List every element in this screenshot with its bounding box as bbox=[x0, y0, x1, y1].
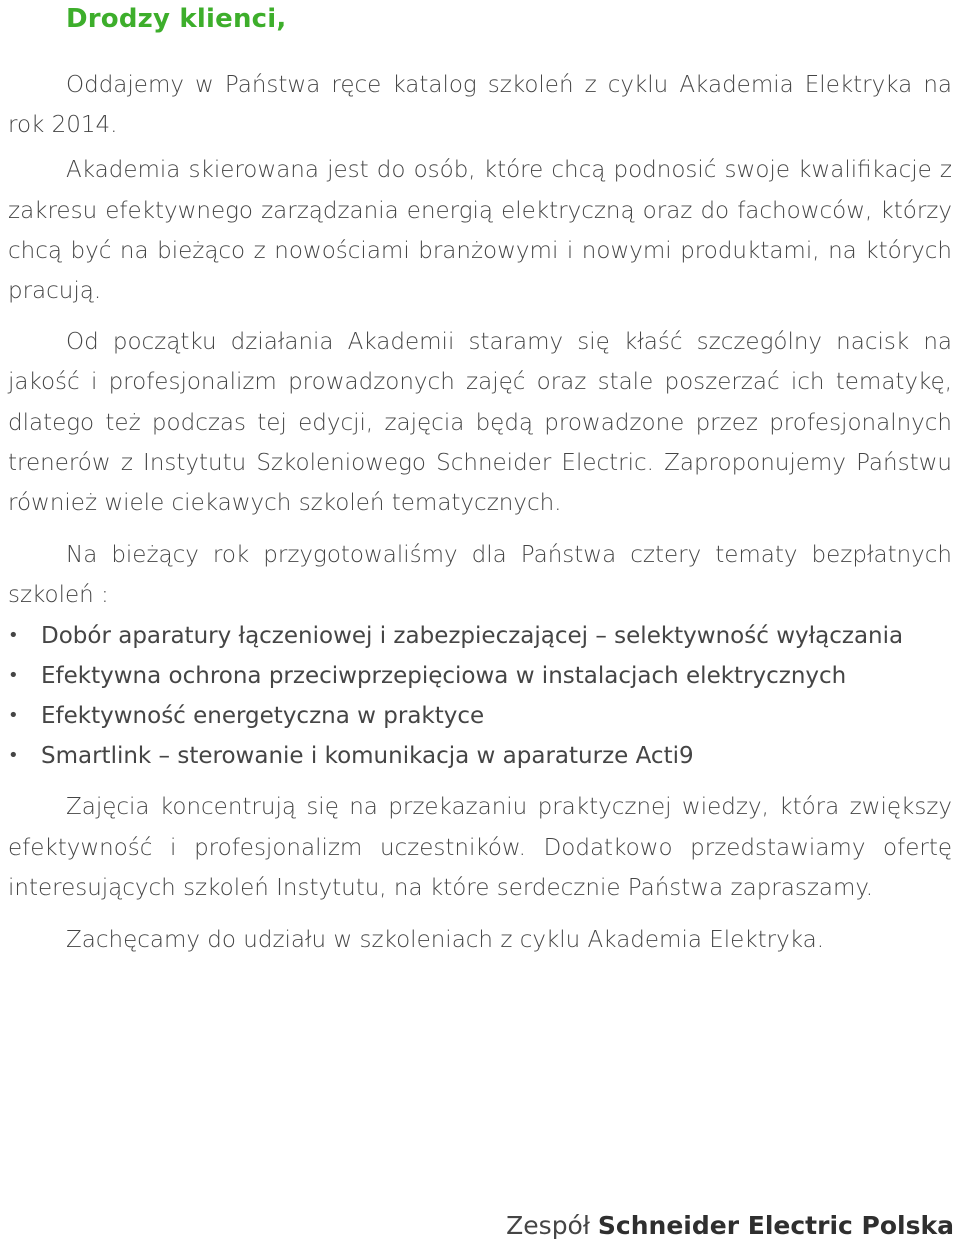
signature bbox=[506, 1208, 954, 1244]
topic-text: Smartlink – sterowanie i komunikacja w aparaturze Acti9 bbox=[41, 743, 694, 770]
audience-paragraph: Akademia skierowana jest do osób, które chcą podnosić swoje kwalifikacje z zakresu efektywnego zarządzania energią elektryczną oraz do fachowców, którzy chcą być na bieżąco z nowościami branżowymi i nowymi produktami, na których pracują. bbox=[8, 157, 952, 305]
bullet-icon: • bbox=[8, 624, 19, 646]
list-item bbox=[8, 656, 952, 696]
list-item bbox=[8, 736, 952, 776]
list-item bbox=[8, 616, 952, 656]
topics-list bbox=[8, 616, 952, 777]
bullet-icon: • bbox=[8, 664, 19, 686]
intro-paragraph: Oddajemy w Państwa ręce katalog szkoleń z cyklu Akademia Elektryka na rok 2014. bbox=[8, 72, 952, 139]
letter-page bbox=[8, 0, 952, 960]
topics-intro-paragraph: Na bieżący rok przygotowaliśmy dla Państwa cztery tematy bezpłatnych szkoleń : bbox=[8, 542, 952, 609]
topic-text: Efektywna ochrona przeciwprzepięciowa w instalacjach elektrycznych bbox=[41, 662, 847, 689]
bullet-icon: • bbox=[8, 705, 19, 727]
greeting-heading: Drodzy klienci, bbox=[66, 4, 287, 34]
signature-team: Zespół bbox=[506, 1211, 590, 1240]
topic-text: Dobór aparatury łączeniowej i zabezpieczającej – selektywność wyłączania bbox=[41, 622, 904, 649]
topic-text: Efektywność energetyczna w praktyce bbox=[41, 703, 485, 730]
focus-paragraph: Zajęcia koncentrują się na przekazaniu praktycznej wiedzy, która zwiększy efektywność i profesjonalizm uczestników. Dodatkowo przedstawiamy ofertę interesujących szkoleń Instytutu, na które serdecznie Państwa zapraszamy. bbox=[8, 794, 952, 901]
list-item bbox=[8, 696, 952, 736]
signature-company: Schneider Electric Polska bbox=[597, 1211, 954, 1240]
invitation-paragraph: Zachęcamy do udziału w szkoleniach z cyklu Akademia Elektryka. bbox=[66, 927, 825, 954]
bullet-icon: • bbox=[8, 745, 19, 767]
quality-paragraph: Od początku działania Akademii staramy się kłaść szczególny nacisk na jakość i profesjonalizm prowadzonych zajęć oraz stale poszerzać ich tematykę, dlatego też podczas tej edycji, zajęcia będą prowadzone przez profesjonalnych trenerów z Instytutu Szkoleniowego Schneider Electric. Zaproponujemy Państwu również wiele ciekawych szkoleń tematycznych. bbox=[8, 329, 952, 517]
